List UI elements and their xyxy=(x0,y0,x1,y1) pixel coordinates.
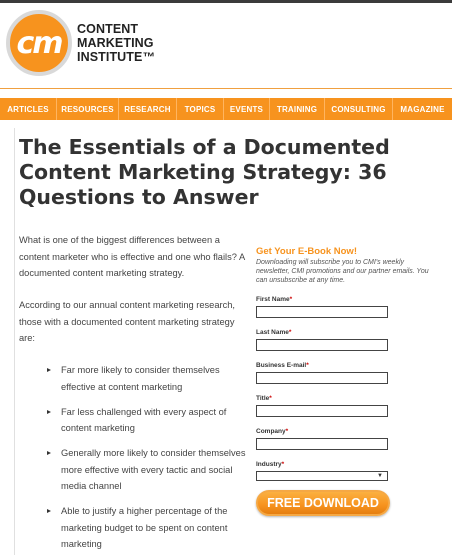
email-field[interactable] xyxy=(256,372,388,384)
nav-articles[interactable]: ARTICLES xyxy=(0,98,57,120)
ebook-signup-form xyxy=(256,246,436,516)
first-name-label: First Name* xyxy=(256,296,293,304)
nav-events[interactable]: EVENTS xyxy=(224,98,270,120)
company-field[interactable] xyxy=(256,438,388,450)
title-label: Title* xyxy=(256,395,272,403)
benefits-list xyxy=(19,362,249,555)
list-item: Far more likely to consider themselves effective at content marketing xyxy=(19,362,249,395)
free-download-button[interactable]: FREE DOWNLOAD xyxy=(256,490,390,516)
list-item: Able to justify a higher percentage of the marketing budget to be spent on content marketing xyxy=(19,503,249,553)
intro-paragraph: What is one of the biggest differences between a content marketer who is effective and one who flails? A documented content marketing strategy. xyxy=(19,235,245,278)
nav-magazine[interactable]: MAGAZINE xyxy=(400,104,445,114)
nav-research[interactable]: RESEARCH xyxy=(119,98,177,120)
first-name-field[interactable] xyxy=(256,306,388,318)
list-item: Generally more likely to consider themselves more effective with every tactic and social media channel xyxy=(19,445,249,495)
company-label: Company* xyxy=(256,428,289,436)
content-border xyxy=(14,128,15,555)
cmi-logo[interactable] xyxy=(6,10,72,76)
industry-select[interactable] xyxy=(256,471,388,481)
form-title: Get Your E-Book Now! xyxy=(256,246,357,257)
nav-consulting[interactable]: CONSULTING xyxy=(325,98,393,120)
industry-label: Industry* xyxy=(256,461,285,469)
form-disclaimer: Downloading will subscribe you to CMI's weekly newsletter, CMI promotions and our partner emails. You can unsubscribe at any time. xyxy=(256,259,429,284)
nav-training[interactable]: TRAINING xyxy=(270,98,325,120)
title-field[interactable] xyxy=(256,405,388,417)
nav-resources[interactable]: RESOURCES xyxy=(57,98,119,120)
site-header xyxy=(0,3,452,91)
research-paragraph: According to our annual content marketing research, those with a documented content marketing strategy are: xyxy=(19,300,236,343)
page-title: The Essentials of a Documented Content Marketing Strategy: 36 Questions to Answer xyxy=(19,135,390,209)
list-item: Far less challenged with every aspect of content marketing xyxy=(19,404,249,437)
nav-topics[interactable]: TOPICS xyxy=(177,98,224,120)
brand-line-2: MARKETING xyxy=(77,36,154,50)
brand-line-1: CONTENT xyxy=(77,22,139,36)
brand-line-3: INSTITUTE™ xyxy=(77,50,156,64)
last-name-field[interactable] xyxy=(256,339,388,351)
header-divider xyxy=(0,88,452,89)
logo-text: cm xyxy=(16,25,62,61)
brand-name[interactable] xyxy=(77,22,197,64)
main-nav xyxy=(0,98,452,120)
last-name-label: Last Name* xyxy=(256,329,292,337)
chevron-down-icon: ▼ xyxy=(377,473,383,480)
email-label: Business E-mail* xyxy=(256,362,309,370)
